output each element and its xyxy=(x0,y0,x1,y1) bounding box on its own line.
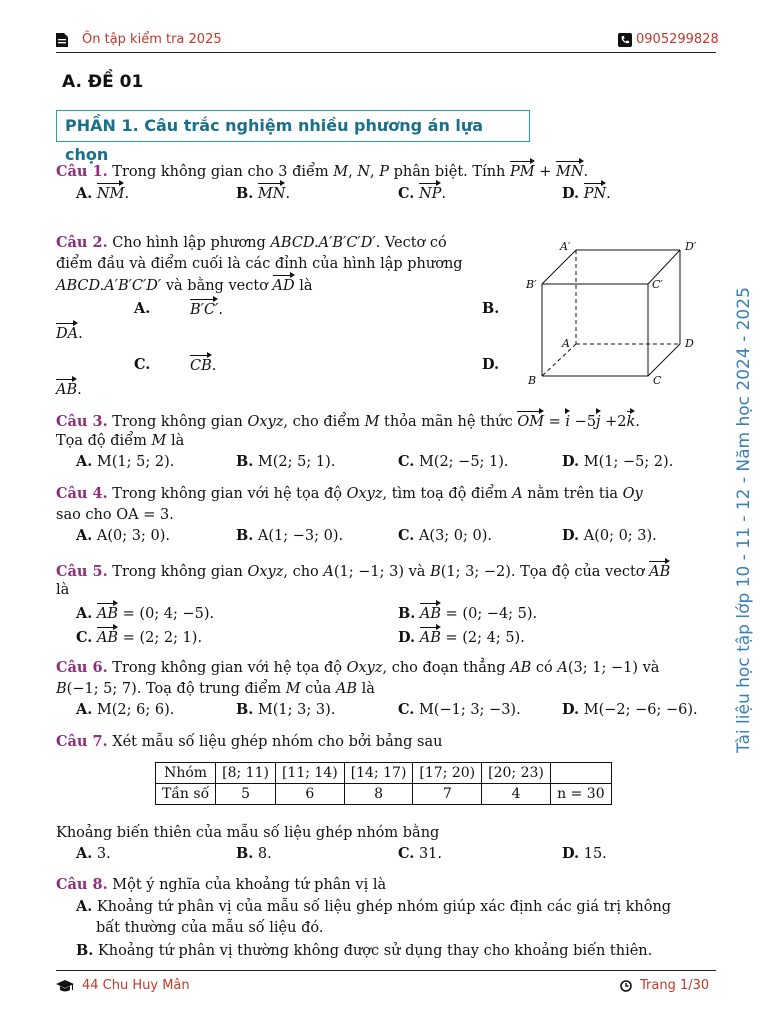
footer-author: 44 Chu Huy Mân xyxy=(82,978,190,993)
q7-option-c: C. 31. xyxy=(398,845,443,862)
q2-stem-line2: điểm đầu và điểm cuối là các đỉnh của hình lập phương xyxy=(56,256,463,272)
cube-label-b1: B′ xyxy=(526,278,537,291)
q5-option-d: D. AB = (2; 4; 5). xyxy=(398,626,525,647)
q1-label: Câu 1. xyxy=(56,163,108,180)
q8-option-a: A. Khoảng tứ phân vị của mẫu số liệu ghép nhóm giúp xác định các giá trị không xyxy=(76,898,672,915)
table-cell: [14; 17) xyxy=(344,763,413,784)
q6-stem-line1: Câu 6. Trong không gian với hệ tọa độ Oxyz, cho đoạn thẳng AB có A(3; 1; −1) và xyxy=(56,659,660,676)
q6-label: Câu 6. xyxy=(56,659,108,676)
table-cell: 4 xyxy=(482,784,551,805)
q2-option-b: B. xyxy=(482,300,500,317)
q4-stem-line2: sao cho OA = 3. xyxy=(56,507,174,523)
footer-page-number: Trang 1/30 xyxy=(640,978,710,993)
table-cell: [8; 11) xyxy=(216,763,276,784)
table-cell: 8 xyxy=(344,784,413,805)
q4-option-a: A. A(0; 3; 0). xyxy=(76,527,170,544)
table-cell: 7 xyxy=(413,784,482,805)
q6-option-d: D. M(−2; −6; −6). xyxy=(562,701,698,718)
q3-stem-line2: Tọa độ điểm M là xyxy=(56,433,185,449)
q7-option-a: A. 3. xyxy=(76,845,111,862)
q7-after: Khoảng biến thiên của mẫu số liệu ghép nhóm bằng xyxy=(56,825,440,841)
table-cell: 5 xyxy=(216,784,276,805)
table-row xyxy=(156,763,612,784)
cube-label-b: B xyxy=(528,374,537,387)
footer-divider xyxy=(56,970,716,971)
table-cell: Nhóm xyxy=(156,763,216,784)
side-banner: Tài liệu học tập lớp 10 - 11 - 12 - Năm học 2024 - 2025 xyxy=(734,287,754,753)
q4-label: Câu 4. xyxy=(56,485,108,502)
q1-option-b: B. MN. xyxy=(236,182,290,203)
q2-label: Câu 2. xyxy=(56,234,108,251)
q1-option-c: C. NP. xyxy=(398,182,446,203)
q2-option-c: C. xyxy=(134,356,151,373)
clock-icon xyxy=(620,980,632,992)
q3-option-d: D. M(1; −5; 2). xyxy=(562,453,674,470)
q2-stem-line1: Câu 2. Cho hình lập phương ABCD.A′B′C′D′. Vectơ có xyxy=(56,234,447,251)
header-divider xyxy=(56,52,716,53)
table-cell: [11; 14) xyxy=(275,763,344,784)
cube-label-c1: C′ xyxy=(652,278,663,291)
cube-figure xyxy=(520,236,710,396)
q6-stem-line2: B(−1; 5; 7). Toạ độ trung điểm M của AB là xyxy=(56,681,375,697)
q7-stem: Câu 7. Xét mẫu số liệu ghép nhóm cho bởi bảng sau xyxy=(56,733,443,750)
table-row xyxy=(156,784,612,805)
phone-icon xyxy=(618,33,632,47)
q4-stem-line1: Câu 4. Trong không gian với hệ tọa độ Oxyz, tìm toạ độ điểm A nằm trên tia Oy xyxy=(56,485,643,502)
table-cell: [17; 20) xyxy=(413,763,482,784)
q8-option-b: B. Khoảng tứ phân vị thường không được sử dụng thay cho khoảng biến thiên. xyxy=(76,942,653,959)
q3-label: Câu 3. xyxy=(56,413,108,430)
q3-option-a: A. M(1; 5; 2). xyxy=(76,453,175,470)
frequency-table xyxy=(155,762,612,805)
section-title: A. ĐỀ 01 xyxy=(62,72,144,92)
q6-option-b: B. M(1; 3; 3). xyxy=(236,701,336,718)
q4-option-d: D. A(0; 0; 3). xyxy=(562,527,657,544)
cube-label-c: C xyxy=(653,374,662,387)
cube-label-a: A xyxy=(562,337,570,350)
q7-label: Câu 7. xyxy=(56,733,108,750)
q6-option-c: C. M(−1; 3; −3). xyxy=(398,701,521,718)
q8-option-a-cont: bất thường của mẫu số liệu đó. xyxy=(96,920,324,936)
q8-stem: Câu 8. Một ý nghĩa của khoảng tứ phân vị là xyxy=(56,876,387,893)
q8-label: Câu 8. xyxy=(56,876,108,893)
cube-label-d: D xyxy=(685,337,694,350)
q3-option-b: B. M(2; 5; 1). xyxy=(236,453,336,470)
q7-option-d: D. 15. xyxy=(562,845,607,862)
cube-label-d1: D′ xyxy=(685,240,697,253)
q7-option-b: B. 8. xyxy=(236,845,272,862)
q2-stem-line3: ABCD.A′B′C′D′ và bằng vectơ AD là xyxy=(56,274,313,295)
header-phone: 0905299828 xyxy=(636,32,719,47)
q5-label: Câu 5. xyxy=(56,563,108,580)
q3-stem-line1: Câu 3. Trong không gian Oxyz, cho điểm M thỏa mãn hệ thức OM = i −5j +2k. xyxy=(56,410,640,431)
graduation-cap-icon xyxy=(56,979,74,993)
q1-option-a: A. NM. xyxy=(76,182,129,203)
cube-label-a1: A′ xyxy=(560,240,571,253)
q6-option-a: A. M(2; 6; 6). xyxy=(76,701,175,718)
q5-stem-line1: Câu 5. Trong không gian Oxyz, cho A(1; −1; 3) và B(1; 3; −2). Tọa độ của vectơ AB xyxy=(56,560,670,581)
table-cell xyxy=(550,763,611,784)
q5-option-b: B. AB = (0; −4; 5). xyxy=(398,602,537,623)
q2-option-d: D. xyxy=(482,356,500,373)
table-cell: 6 xyxy=(275,784,344,805)
part-title: PHẦN 1. Câu trắc nghiệm nhiều phương án lựa chọn xyxy=(56,110,530,142)
table-cell: Tần số xyxy=(156,784,216,805)
table-cell: [20; 23) xyxy=(482,763,551,784)
q1-stem: Câu 1. Trong không gian cho 3 điểm M, N, P phân biệt. Tính PM + MN. xyxy=(56,160,588,181)
q4-option-c: C. A(3; 0; 0). xyxy=(398,527,493,544)
header-left-title: Ôn tập kiểm tra 2025 xyxy=(82,32,222,47)
q2-option-a: A. xyxy=(134,300,151,317)
table-cell: n = 30 xyxy=(550,784,611,805)
q5-option-c: C. AB = (2; 2; 1). xyxy=(76,626,202,647)
q2-option-a-value: B′C′. xyxy=(190,298,223,319)
q5-stem-line2: là xyxy=(56,582,70,598)
q3-option-c: C. M(2; −5; 1). xyxy=(398,453,509,470)
q2-option-d-value: AB. xyxy=(56,378,82,399)
document-icon xyxy=(56,33,68,47)
q2-option-b-value: DA. xyxy=(56,322,83,343)
q1-option-d: D. PN. xyxy=(562,182,611,203)
q5-option-a: A. AB = (0; 4; −5). xyxy=(76,602,214,623)
q2-option-c-value: CB. xyxy=(190,354,216,375)
q4-option-b: B. A(1; −3; 0). xyxy=(236,527,344,544)
